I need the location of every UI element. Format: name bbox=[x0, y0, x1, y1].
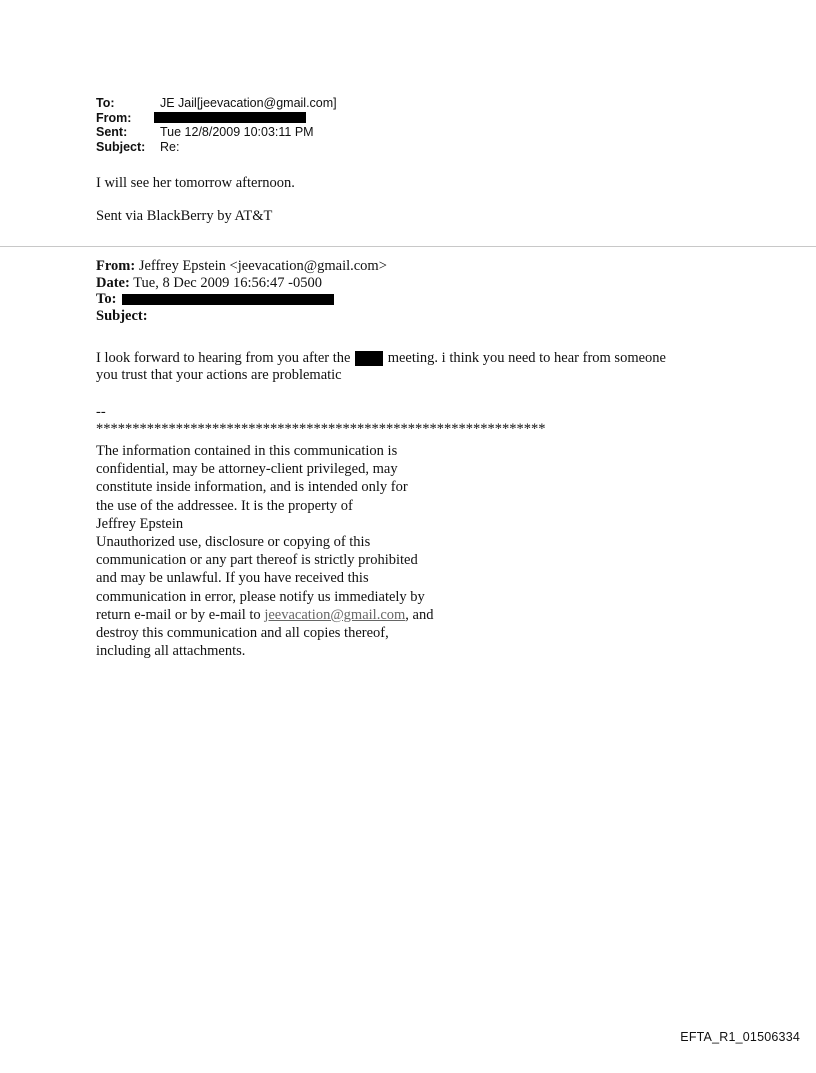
disclaimer-line: including all attachments. bbox=[96, 643, 246, 660]
reply-signature: Sent via BlackBerry by AT&T bbox=[96, 208, 273, 224]
disclaimer-line: confidential, may be attorney-client privileged, may bbox=[96, 461, 398, 478]
header-to-row bbox=[96, 96, 337, 111]
email-header bbox=[96, 96, 337, 154]
header-to-value: JE Jail[jeevacation@gmail.com] bbox=[160, 96, 337, 110]
header-subject-value: Re: bbox=[160, 139, 180, 154]
header-to-label: To: bbox=[96, 96, 115, 110]
quoted-date-value: Tue, 8 Dec 2009 16:56:47 -0500 bbox=[129, 274, 322, 291]
quoted-header bbox=[96, 258, 387, 324]
disclaimer-line: destroy this communication and all copies thereof, bbox=[96, 625, 389, 642]
signature-separator bbox=[96, 404, 546, 438]
header-from-label: From: bbox=[96, 110, 132, 125]
disclaimer-line: constitute inside information, and is intended only for bbox=[96, 479, 408, 496]
header-sent-value: Tue 12/8/2009 10:03:11 PM bbox=[160, 125, 314, 139]
header-sent-row bbox=[96, 125, 337, 140]
disclaimer bbox=[96, 442, 496, 660]
quoted-body-line-2: you trust that your actions are problematic bbox=[96, 367, 342, 383]
divider bbox=[0, 246, 816, 247]
disclaimer-line: The information contained in this communication is bbox=[96, 443, 398, 459]
reply-line: I will see her tomorrow afternoon. bbox=[96, 175, 295, 191]
redaction-block bbox=[122, 294, 334, 305]
quoted-subject-label: Subject: bbox=[96, 307, 148, 324]
disclaimer-line: the use of the addressee. It is the property of bbox=[96, 497, 353, 514]
quoted-from-label: From: bbox=[96, 258, 136, 274]
document-id: EFTA_R1_01506334 bbox=[680, 1030, 800, 1044]
disclaimer-line: and may be unlawful. If you have received this bbox=[96, 570, 369, 587]
quoted-date-label: Date: bbox=[96, 274, 130, 291]
quoted-body bbox=[96, 350, 756, 384]
separator-dashes: -- bbox=[96, 404, 106, 420]
header-subject-row bbox=[96, 140, 337, 155]
quoted-from-value: Jeffrey Epstein <jeevacation@gmail.com> bbox=[135, 258, 387, 274]
disclaimer-line: communication or any part thereof is strictly prohibited bbox=[96, 552, 418, 569]
header-subject-label: Subject: bbox=[96, 139, 146, 154]
quoted-from-row bbox=[96, 258, 387, 275]
disclaimer-text: return e-mail or by e-mail to bbox=[96, 606, 265, 623]
email-link[interactable]: jeevacation@gmail.com bbox=[264, 606, 406, 623]
quoted-to-label: To: bbox=[96, 291, 117, 307]
disclaimer-line: communication in error, please notify us immediately by bbox=[96, 588, 425, 605]
disclaimer-line: Unauthorized use, disclosure or copying of this bbox=[96, 534, 371, 551]
quoted-body-line-1 bbox=[96, 350, 756, 367]
redaction-block bbox=[355, 351, 383, 366]
disclaimer-line bbox=[96, 606, 496, 624]
quoted-body-part-1: I look forward to hearing from you after the bbox=[96, 350, 351, 366]
quoted-date-row bbox=[96, 275, 387, 292]
header-from-row bbox=[96, 111, 337, 126]
separator-stars: ************************************************************** bbox=[96, 421, 546, 437]
disclaimer-text: , and bbox=[405, 606, 434, 623]
header-sent-label: Sent: bbox=[96, 125, 128, 139]
disclaimer-line: Jeffrey Epstein bbox=[96, 515, 184, 532]
quoted-subject-row bbox=[96, 308, 387, 325]
quoted-to-row bbox=[96, 291, 387, 308]
redaction-block bbox=[154, 112, 306, 123]
quoted-body-part-2: meeting. i think you need to hear from someone bbox=[387, 350, 666, 366]
